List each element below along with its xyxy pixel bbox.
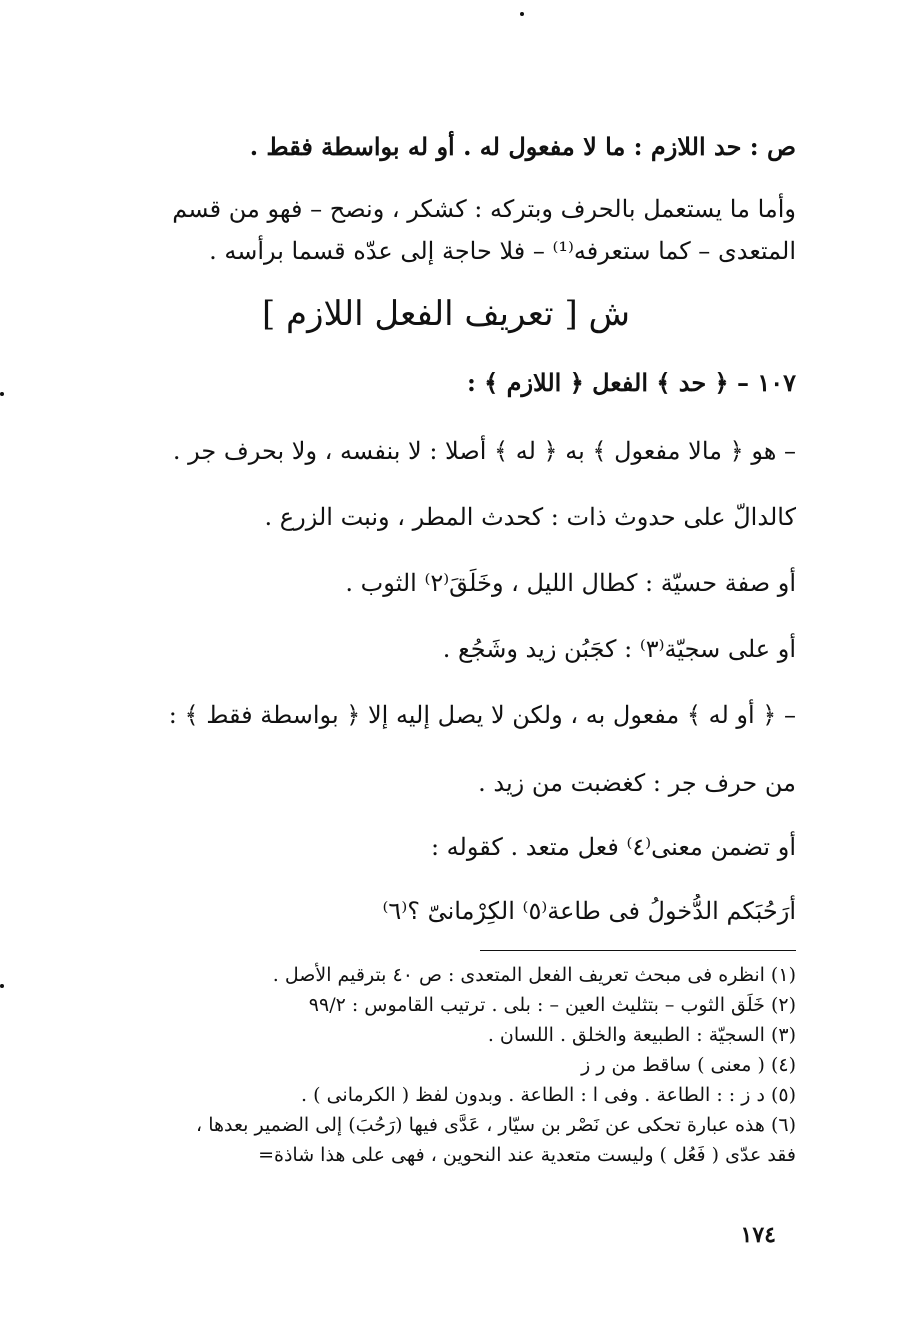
body-line-6: – ﴿ أو له ﴾ مفعول به ، ولكن لا يصل إليه إلا ﴿ بواسطة فقط ﴾ : [168,701,796,729]
header-line: ص : حد اللازم : ما لا مفعول له . أو له بواسطة فقط . [249,132,796,161]
body-line-8: أو تضمن معنى⁽٤⁾ فعل متعد . كقوله : [430,833,796,861]
paragraph-line-1: وأما ما يستعمل بالحرف وبتركه : كشكر ، ونصح – فهو من قسم [172,195,796,223]
footnote-5: (٥) د ز : : الطاعة . وفى ا : الطاعة . وبدون لفظ ( الكرمانى ) . [301,1084,796,1106]
body-line-4: أو صفة حسيّة : كطال الليل ، وخَلَقَ⁽٢⁾ الثوب . [345,569,796,597]
page-number: ١٧٤ [740,1222,776,1248]
body-line-9: أرَحُبَكم الدُّخولُ فى طاعة⁽٥⁾ الكِرْمانىّ ؟⁽٦⁾ [382,897,796,925]
body-line-5: أو على سجيّة⁽٣⁾ : كجَبُن زيد وشَجُع . [442,635,796,663]
body-line-1: ١٠٧ – ﴿ حد ﴾ الفعل ﴿ اللازم ﴾ : [466,368,796,397]
footnote-3: (٣) السجيّة : الطبيعة والخلق . اللسان . [487,1024,796,1046]
footnote-divider [480,950,796,951]
footnote-6: (٦) هذه عبارة تحكى عن نَصْر بن سيّار ، عَدَّى فيها (رَحُبَ) إلى الضمير بعدها ، [196,1114,796,1136]
footnote-2: (٢) خَلَق الثوب – بتثليث العين – : بلى . ترتيب القاموس : ٩٩/٢ [308,994,796,1016]
scan-speck [0,392,4,396]
footnote-4: (٤) ( معنى ) ساقط من ر ز [581,1054,796,1076]
footnote-1: (١) انظره فى مبحث تعريف الفعل المتعدى : ص ٤٠ بترقيم الأصل . [272,964,796,986]
paragraph-line-2: المتعدى – كما ستعرفه⁽¹⁾ – فلا حاجة إلى عدّه قسما برأسه . [209,237,796,265]
body-line-3: كالدالّ على حدوث ذات : كحدث المطر ، ونبت الزرع . [264,503,796,531]
footnote-6-continued: فقد عدّى ( فَعُل ) وليست متعدية عند النحوين ، فهى على هذا شاذة= [258,1144,796,1166]
scan-speck [0,984,4,988]
body-line-2: – هو ﴿ مالا مفعول ﴾ به ﴿ له ﴾ أصلا : لا بنفسه ، ولا بحرف جر . [172,437,796,465]
body-line-7: من حرف جر : كغضبت من زيد . [478,769,796,797]
section-title: ش [ تعريف الفعل اللازم ] [261,294,631,334]
scan-speck [520,12,524,16]
